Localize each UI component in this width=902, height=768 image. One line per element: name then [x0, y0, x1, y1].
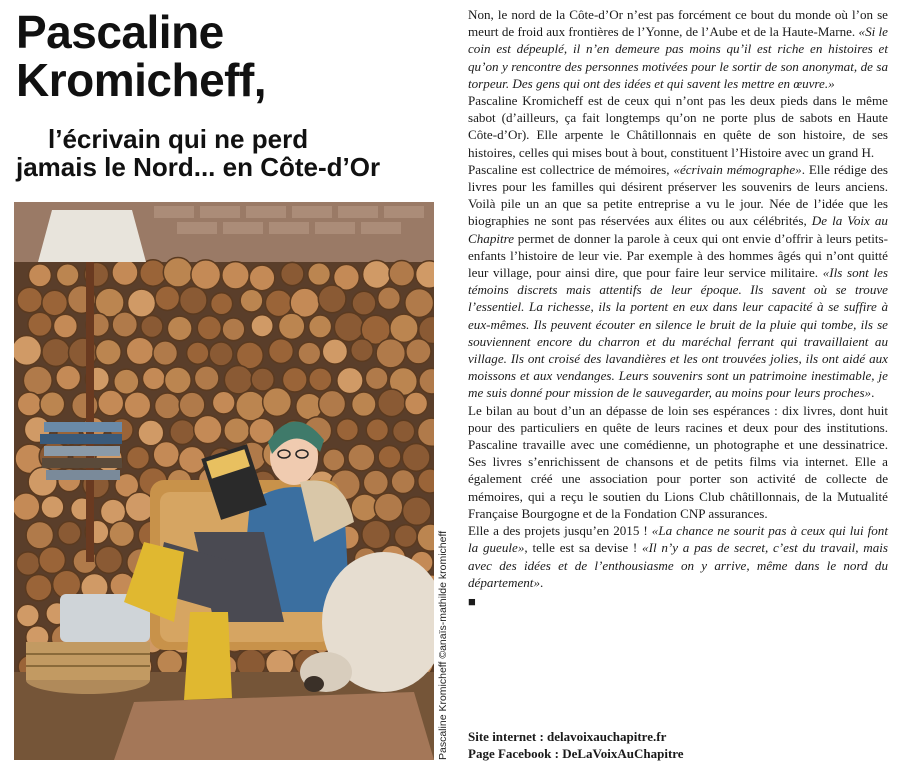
log-end: [334, 312, 363, 341]
paragraph: [468, 6, 888, 92]
log-end: [376, 339, 405, 368]
quote-text: De la Voix au Chapitre: [468, 213, 888, 246]
log-end: [337, 367, 363, 393]
log-end: [224, 418, 250, 444]
log-end: [153, 341, 178, 366]
log-end: [281, 262, 304, 285]
log-end: [391, 470, 415, 494]
log-end: [197, 316, 221, 340]
body-text: Non, le nord de la Côte-d’Or n’est pas forcément ce bout du monde où l’on se meurt de froid aux frontières de l’Yonne, de l’Aube et de la Haute-Marne.: [468, 7, 888, 40]
links-block: [468, 728, 888, 762]
end-mark: ■: [468, 593, 476, 609]
log-end: [224, 366, 252, 394]
log-end: [187, 342, 209, 364]
log-end: [309, 368, 332, 391]
article-subtitle: [16, 125, 446, 181]
log-end: [394, 525, 417, 548]
log-end: [249, 265, 275, 291]
log-end: [378, 287, 401, 310]
quote-text: «Il n’y a pas de secret, c’est du travail, mais avec des idées et de l’enthousiasme on y arrive, même dans le nord du département»: [468, 540, 888, 590]
log-end: [16, 552, 39, 575]
log-end: [251, 368, 274, 391]
log-end: [265, 290, 292, 317]
log-end: [390, 314, 418, 342]
log-end: [402, 497, 430, 525]
log-end: [28, 312, 52, 336]
log-end: [194, 415, 222, 443]
log-end: [142, 367, 165, 390]
log-end: [167, 316, 192, 341]
log-end: [140, 260, 166, 286]
log-end: [42, 290, 68, 316]
log-end: [109, 521, 134, 546]
log-end: [405, 392, 428, 415]
log-end: [28, 264, 51, 287]
log-end: [157, 650, 183, 676]
log-end: [17, 287, 43, 313]
log-end: [56, 264, 79, 287]
body-text: permet de donner la parole à ceux qui ont envie d’offrir à leurs petits-enfants l’histoire de leur vie. Par exemple à des hommes âgés qui n’ont quitté leur village, pour ainsi dire, que pour faire leur service militaire.: [468, 230, 888, 281]
log-end: [211, 293, 233, 315]
body-text: Elle a des projets jusqu’en 2015 !: [468, 523, 652, 539]
log-end: [209, 342, 233, 366]
body-text: Pascaline est collectrice de mémoires,: [468, 161, 674, 177]
paragraph: [468, 161, 888, 402]
log-end: [298, 342, 321, 365]
log-end: [318, 285, 346, 313]
body-text: , telle est sa devise !: [524, 540, 643, 556]
log-end: [23, 366, 52, 395]
log-end: [251, 315, 273, 337]
quote-text: «écrivain mémographe»: [673, 161, 802, 177]
log-end: [128, 289, 156, 317]
log-end: [212, 391, 235, 414]
photo-illustration: [14, 202, 434, 760]
log-end: [365, 367, 388, 390]
log-end: [191, 260, 221, 290]
log-end: [72, 393, 98, 419]
log-end: [180, 287, 207, 314]
log-end: [309, 315, 332, 338]
log-end: [170, 420, 195, 445]
log-end: [95, 339, 121, 365]
paragraph: [468, 522, 888, 591]
body-text: Le bilan au bout d’un an dépasse de loin ses espérances : dix livres, dont huit pour des particuliers en quête de leurs racines et deux pour des institutions. Pascaline travaille avec une comédienne, un photographe et une dessinatrice. Ses livres s’enrichissent de chansons et de petits films via internet. Elle a également créé une association pour porter son activité de collecte de mémoires, qui a reçu le soutien du Lions Club châtillonnais, de la Mutualité Française Bourgogne et de la Fondation CNP assurances.: [468, 402, 888, 521]
log-end: [236, 391, 266, 421]
log-end: [42, 338, 70, 366]
log-end: [14, 493, 40, 520]
log-end: [164, 367, 191, 394]
log-end: [58, 521, 81, 544]
log-end: [17, 604, 40, 627]
log-end: [406, 339, 431, 364]
quote-text: «Si le coin est dépeuplé, il n’en demeure pas moins qu’il est riche en histoires et qu’on y rencontre des personnes motivées pour le sortir de son anonymat, de sa torpeur. Des gens qui ont des idées et qui savent les mettre en œuvre.»: [468, 24, 888, 91]
log-end: [40, 392, 65, 417]
subtitle-line-1: l’écrivain qui ne perd: [48, 124, 309, 154]
log-end: [26, 575, 52, 601]
log-end: [17, 392, 41, 416]
log-end: [56, 365, 81, 390]
log-end: [366, 419, 388, 441]
log-end: [308, 263, 331, 286]
log-end: [322, 339, 347, 364]
log-end: [319, 390, 346, 417]
log-end: [53, 314, 77, 338]
website-link[interactable]: Site internet : delavoixauchapitre.fr: [468, 729, 667, 744]
facebook-link[interactable]: Page Facebook : DeLaVoixAuChapitre: [468, 746, 684, 761]
log-end: [402, 444, 430, 472]
log-end: [282, 367, 307, 392]
log-end: [163, 258, 193, 288]
body-text: . Elle rédige des livres pour les familles qui désirent préserver les souvenirs de leurs anciens. Voilà pile un an que sa petite entreprise a vu le jour. Née de l’idée que les biographies ne sont pas réservées aux élites ou aux célébrités,: [468, 161, 888, 229]
log-end: [378, 445, 401, 468]
log-end: [179, 392, 205, 418]
log-end: [138, 420, 164, 446]
log-end: [240, 289, 263, 312]
log-end: [348, 444, 375, 471]
log-end: [336, 419, 358, 441]
subtitle-line-2: jamais le Nord... en Côte-d’Or: [16, 152, 381, 182]
log-end: [374, 493, 402, 521]
log-end: [263, 388, 292, 417]
log-end: [323, 449, 345, 471]
quote-text: «La chance ne sourit pas à ceux qui lui font la gueule»: [468, 523, 888, 556]
photo-credit: Pascaline Kromicheff ©anaïs-mathilde kromicheff: [437, 530, 449, 760]
log-end: [39, 547, 66, 574]
quote-text: «Ils sont les témoins discrets mais attentifs de leur époque. Ils savent où se trouve l’essentiel. La richesse, ils la portent en eux dans leur capacité à se suffire à eux-mêmes. Ils peuvent écouter en silence le bruit de la pluie qui tombe, ils se souviennent encore du charron et du maréchal ferrant qui travaillaient au village. Ils ont croisé des lavandières et les ont trouvées jolies, ils ont aidé aux moissons et aux vendanges. Leurs souvenirs sont un patrimoine inestimable, je me suis donné pour mission de le sauvegarder, au moins pour leurs proches»: [468, 265, 888, 401]
log-end: [141, 315, 163, 337]
title-line-2: Kromicheff,: [16, 54, 267, 106]
log-end: [114, 369, 139, 394]
log-end: [405, 289, 434, 318]
log-end: [352, 392, 376, 416]
body-text: Pascaline Kromicheff est de ceux qui n’ont pas les deux pieds dans le même sabot (d’ailleurs, ça fait longtemps qu’on ne porte plus de sabots en Haute Côte-d’Or). Elle arpente le Châtillonnais en quête de son histoire, de ses histoires, celles qui mises bout à bout, constituent l’Histoire avec un grand H.: [468, 93, 888, 160]
log-end: [389, 261, 415, 287]
log-end: [95, 546, 122, 573]
log-end: [393, 420, 415, 442]
log-end: [362, 520, 390, 548]
log-end: [127, 446, 150, 469]
log-end: [14, 336, 42, 366]
log-end: [236, 342, 263, 369]
log-end: [155, 393, 181, 419]
paragraph: [468, 402, 888, 522]
log-end: [98, 390, 124, 416]
portrait-photo: [14, 202, 434, 760]
log-end: [222, 318, 245, 341]
article-body: [468, 6, 888, 610]
log-end: [351, 339, 373, 361]
log-end: [41, 496, 64, 519]
log-end: [26, 522, 53, 549]
log-end: [155, 286, 180, 311]
log-end: [363, 470, 388, 495]
log-end: [363, 260, 391, 288]
log-end: [112, 259, 138, 285]
log-end: [126, 337, 153, 364]
log-end: [153, 441, 179, 467]
log-end: [194, 366, 219, 391]
paragraph: [468, 92, 888, 161]
log-end: [269, 339, 294, 364]
article-title: [16, 8, 436, 104]
log-end: [278, 313, 304, 339]
title-line-1: Pascaline: [16, 6, 224, 58]
book-stack: [40, 422, 122, 480]
body-text: .: [540, 574, 544, 590]
log-end: [112, 312, 137, 337]
log-end: [352, 291, 376, 315]
body-text: .: [871, 385, 875, 401]
log-end: [378, 389, 405, 416]
log-end: [222, 262, 249, 289]
log-end: [124, 392, 151, 419]
